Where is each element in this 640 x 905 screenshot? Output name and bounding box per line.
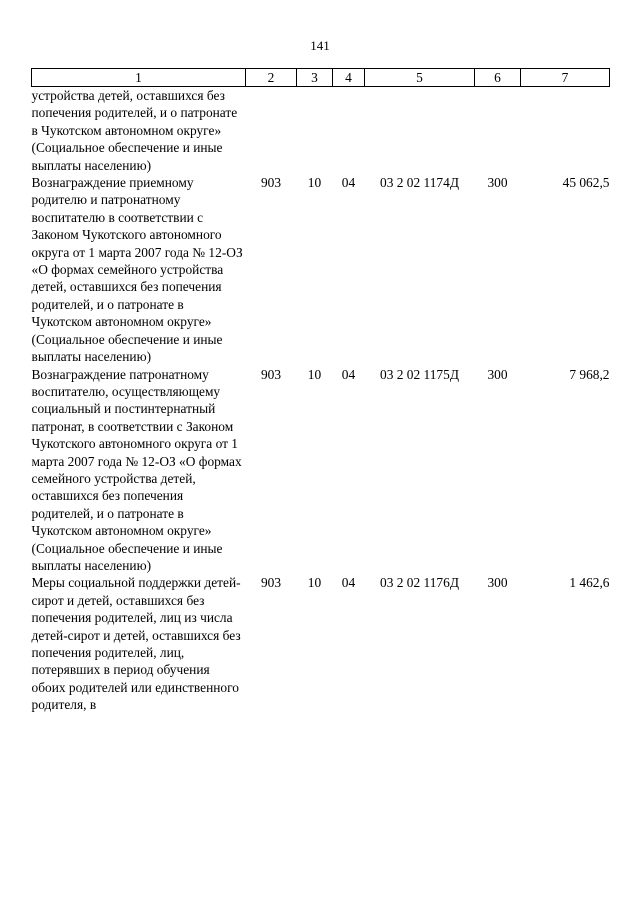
row-expense-type bbox=[475, 87, 521, 175]
row-section: 10 bbox=[307, 575, 322, 591]
row-admin-code: 903 bbox=[260, 366, 282, 382]
row-target-article: 03 2 02 1176Д bbox=[380, 575, 459, 591]
column-header-2: 2 bbox=[246, 69, 297, 87]
budget-table bbox=[31, 68, 610, 714]
column-header-6: 6 bbox=[475, 69, 521, 87]
row-target-article: 03 2 02 1175Д bbox=[380, 366, 459, 382]
column-header-5: 5 bbox=[365, 69, 475, 87]
row-subsection: 04 bbox=[341, 175, 356, 191]
row-admin-code: 903 bbox=[260, 575, 282, 591]
header-row bbox=[32, 69, 610, 87]
row-admin-code: 903 bbox=[260, 175, 282, 191]
row-admin-code bbox=[246, 87, 297, 175]
row-description: Вознаграждение патронатному воспитателю, осуществляющему социальный и постинтернатный патронат, в соответствии с Законом Чукотского автономного округа от 1 марта 2007 года № 12-ОЗ «О формах семейного устройства детей, оставшихся без попечения родителей, и о патронате в Чукотском автономном округе» (Социальное обеспечение и иные выплаты населению) bbox=[31, 366, 242, 573]
table-header bbox=[32, 69, 610, 87]
row-expense-type: 300 bbox=[487, 175, 508, 191]
table-row bbox=[32, 87, 610, 175]
table-row bbox=[32, 366, 610, 575]
row-section: 10 bbox=[307, 175, 322, 191]
table-row bbox=[32, 174, 610, 365]
row-subsection: 04 bbox=[341, 575, 356, 591]
row-subsection: 04 bbox=[341, 366, 356, 382]
row-expense-type: 300 bbox=[487, 575, 508, 591]
column-header-1: 1 bbox=[32, 69, 246, 87]
row-amount bbox=[521, 87, 610, 175]
column-header-7: 7 bbox=[521, 69, 610, 87]
row-section: 10 bbox=[307, 366, 322, 382]
row-expense-type: 300 bbox=[487, 366, 508, 382]
row-amount: 45 062,5 bbox=[562, 175, 610, 191]
row-subsection bbox=[333, 87, 365, 175]
row-amount: 1 462,6 bbox=[569, 575, 610, 591]
row-description: устройства детей, оставшихся без попечения родителей, и о патронате в Чукотском автономном округе» (Социальное обеспечение и иные выплаты населению) bbox=[31, 88, 238, 173]
column-header-3: 3 bbox=[297, 69, 333, 87]
row-section bbox=[297, 87, 333, 175]
row-amount: 7 968,2 bbox=[569, 366, 610, 382]
row-description: Меры социальной поддержки детей-сирот и детей, оставшихся без попечения родителей, лиц из числа детей-сирот и детей, оставшихся без попечения родителей, лиц, потерявших в период обучения обоих родителей или единственного родителя, в bbox=[31, 575, 241, 713]
page-number: 141 bbox=[310, 38, 330, 53]
table-body bbox=[32, 87, 610, 714]
table-row bbox=[32, 574, 610, 713]
row-target-article bbox=[365, 87, 475, 175]
column-header-4: 4 bbox=[333, 69, 365, 87]
row-description: Вознаграждение приемному родителю и патронатному воспитателю в соответствии с Законом Чукотского автономного округа от 1 марта 2007 года № 12-ОЗ «О формах семейного устройства детей, оставшихся без попечения родителей, и о патронате в Чукотском автономном округе» (Социальное обеспечение и иные выплаты населению) bbox=[31, 175, 243, 365]
row-target-article: 03 2 02 1174Д bbox=[380, 175, 459, 191]
